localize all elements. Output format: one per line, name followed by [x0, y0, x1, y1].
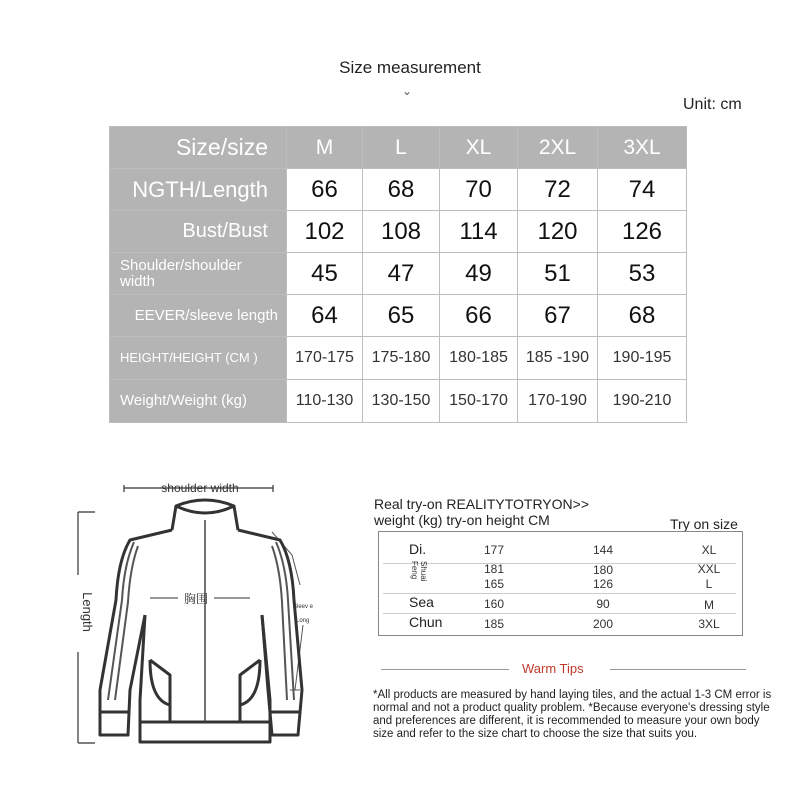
table-row [110, 295, 687, 337]
table-cell: 120 [518, 211, 598, 253]
sleeve-label-2: Long [296, 618, 310, 624]
sleeve-label-1: Sleev e [293, 604, 314, 610]
table-cell: 102 [287, 211, 363, 253]
row-label: Weight/Weight (kg) [110, 380, 287, 423]
tryon-height: 185 [483, 617, 505, 631]
tryon-height: 177 [483, 543, 505, 557]
table-cell: 180-185 [440, 337, 518, 380]
table-cell: 65 [363, 295, 440, 337]
size-header-cell: 3XL [598, 127, 687, 169]
table-cell: 68 [363, 169, 440, 211]
tryon-height: 181 [483, 562, 505, 576]
size-header-label: Size/size [110, 127, 287, 169]
tryon-size: 3XL [698, 617, 720, 631]
table-cell: 126 [598, 211, 687, 253]
table-row [110, 380, 687, 423]
page-title: Size measurement [339, 58, 481, 77]
table-cell: 45 [287, 253, 363, 295]
tryon-size: XXL [697, 562, 721, 576]
length-label: Length [80, 592, 95, 632]
tryon-subheading: weight (kg) try-on height CM [374, 512, 550, 528]
table-cell: 74 [598, 169, 687, 211]
tryon-name: Di. [409, 541, 427, 557]
size-header-cell: XL [440, 127, 518, 169]
row-label: Shoulder/shoulder width [110, 253, 287, 295]
table-cell: 66 [287, 169, 363, 211]
tips-text: *All products are measured by hand laying tiles, and the actual 1-3 CM error is normal and not a product quality problem. *Because everyone's dressing style and preferences are different, it is recommended to measure your own body size and refer to the size chart to choose the size that suits you. [373, 689, 772, 740]
tryon-divider [383, 593, 736, 594]
tryon-height: 160 [483, 597, 505, 611]
table-cell: 64 [287, 295, 363, 337]
table-cell: 130-150 [363, 380, 440, 423]
table-cell: 170-175 [287, 337, 363, 380]
tips-title: Warm Tips [522, 661, 584, 676]
shoulder-width-label: shoulder width [161, 481, 239, 495]
table-cell: 114 [440, 211, 518, 253]
row-label: EEVER/sleeve length [110, 295, 287, 337]
table-cell: 108 [363, 211, 440, 253]
tryon-heading: Real try-on REALITYTOTRYON>> [374, 496, 589, 512]
row-label: Bust/Bust [110, 211, 287, 253]
table-cell: 190-210 [598, 380, 687, 423]
table-cell: 170-190 [518, 380, 598, 423]
tryon-height: 165 [483, 577, 505, 591]
tryon-weight: 90 [596, 597, 610, 611]
tryon-weight: 180 [592, 563, 614, 577]
table-cell: 150-170 [440, 380, 518, 423]
size-header-cell: 2XL [518, 127, 598, 169]
table-cell: 175-180 [363, 337, 440, 380]
chevron-down-icon: ⌄ [402, 84, 413, 98]
table-cell: 70 [440, 169, 518, 211]
table-cell: 67 [518, 295, 598, 337]
table-cell: 53 [598, 253, 687, 295]
tryon-size: M [704, 598, 714, 612]
table-cell: 47 [363, 253, 440, 295]
tryon-size: XL [701, 543, 717, 557]
size-table [109, 126, 687, 423]
size-header-cell: M [287, 127, 363, 169]
tips-divider-right [610, 669, 746, 670]
tryon-name: Chun [409, 614, 443, 630]
size-header-row [110, 127, 687, 169]
row-label: HEIGHT/HEIGHT (CM ) [110, 337, 287, 380]
jacket-diagram [60, 470, 360, 760]
bust-label: 胸围 [183, 592, 209, 606]
table-cell: 51 [518, 253, 598, 295]
tryon-weight: 144 [592, 543, 614, 557]
jacket-outline [100, 500, 302, 742]
table-cell: 190-195 [598, 337, 687, 380]
tryon-size-heading: Try on size [670, 516, 738, 532]
table-row [110, 337, 687, 380]
row-label: NGTH/Length [110, 169, 287, 211]
tryon-size: L [705, 577, 713, 591]
table-row [110, 253, 687, 295]
unit-label: Unit: cm [683, 96, 742, 113]
tryon-weight: 200 [592, 617, 614, 631]
table-cell: 49 [440, 253, 518, 295]
tryon-name: Sea [409, 594, 434, 610]
table-row [110, 169, 687, 211]
table-cell: 68 [598, 295, 687, 337]
table-cell: 72 [518, 169, 598, 211]
table-cell: 66 [440, 295, 518, 337]
table-row [110, 211, 687, 253]
tryon-name: Shuai Feng [410, 561, 428, 582]
tips-divider-left [381, 669, 509, 670]
size-header-cell: L [363, 127, 440, 169]
tryon-weight: 126 [592, 577, 614, 591]
table-cell: 185 -190 [518, 337, 598, 380]
table-cell: 110-130 [287, 380, 363, 423]
